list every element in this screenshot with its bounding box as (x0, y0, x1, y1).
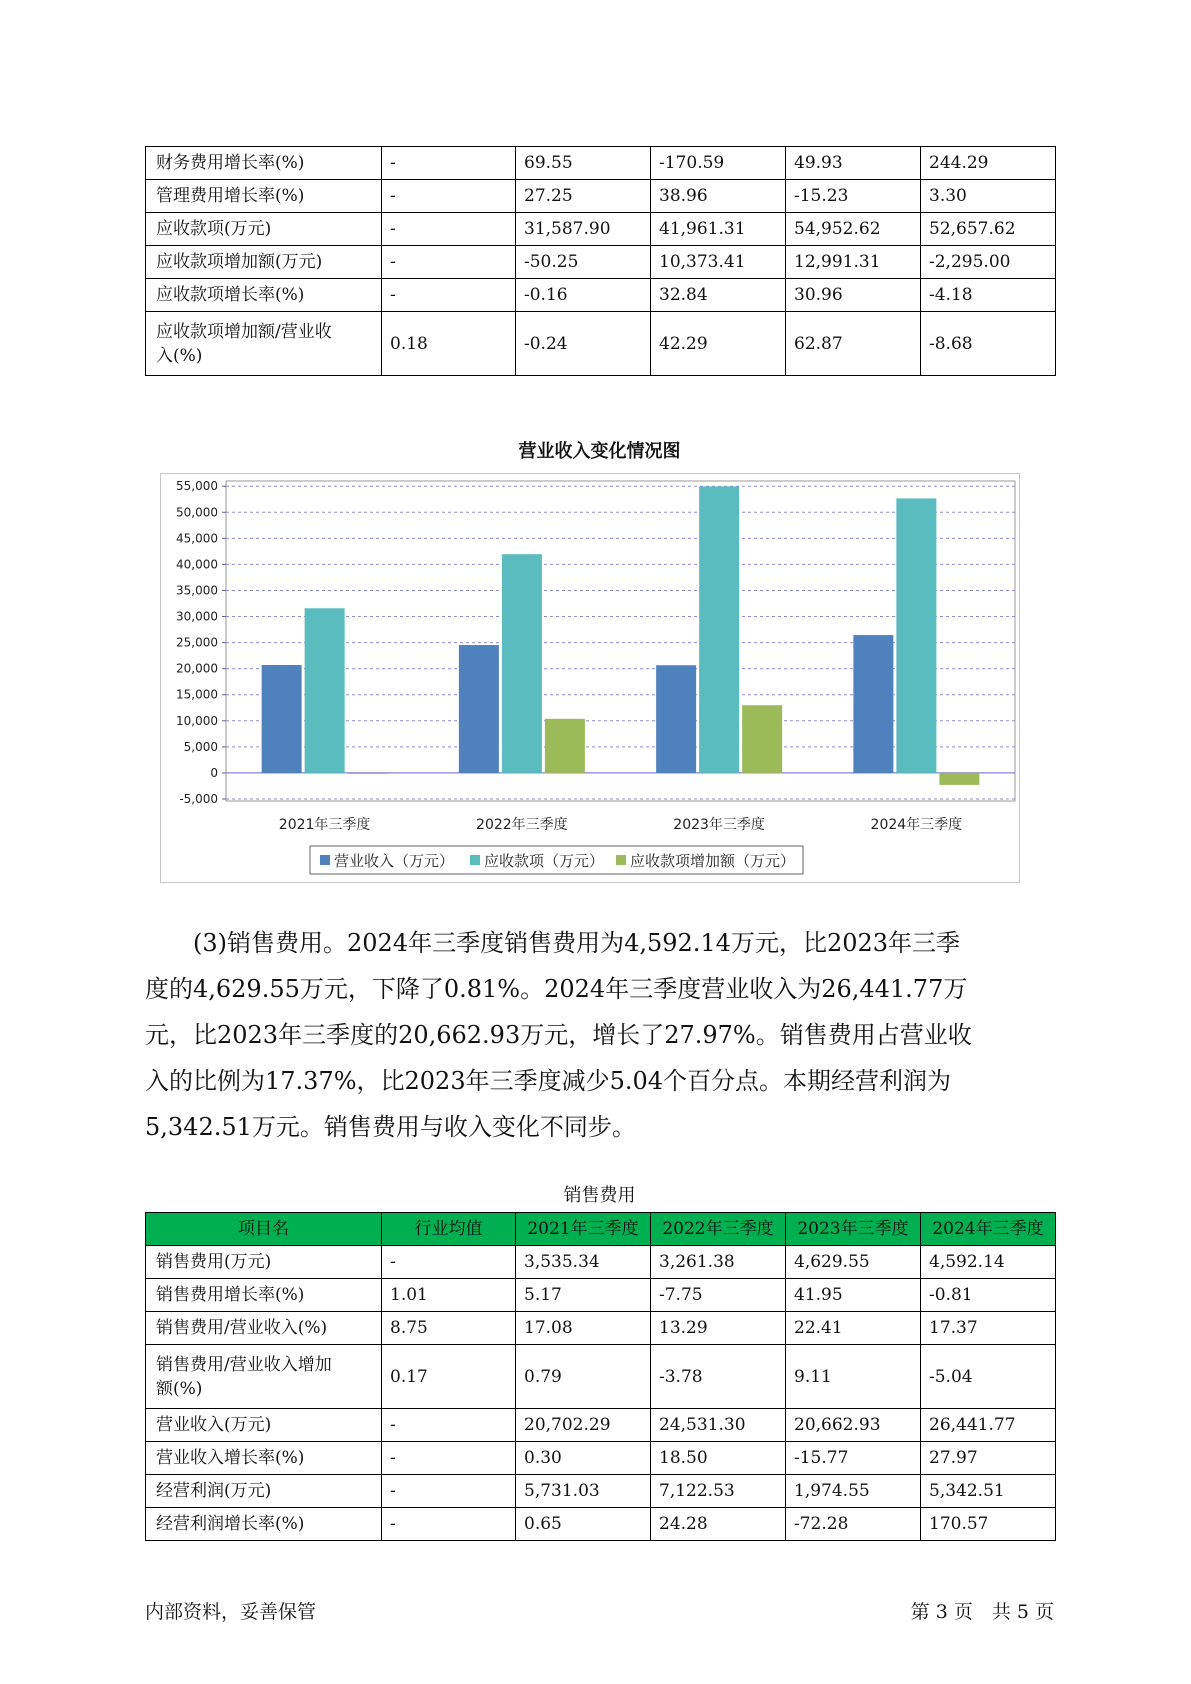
table-cell: 20,702.29 (516, 1409, 651, 1442)
bar (699, 486, 739, 772)
row-label: 经营利润(万元) (146, 1475, 382, 1508)
row-label-line: 入(%) (156, 345, 203, 366)
table-cell: - (382, 1475, 516, 1508)
footer-page-number: 第 3 页 共 5 页 (910, 1601, 1054, 1623)
table-cell: 4,592.14 (921, 1246, 1056, 1279)
row-label: 应收款项(万元) (146, 213, 382, 246)
row-label: 财务费用增长率(%) (146, 147, 382, 180)
column-header: 行业均值 (382, 1213, 516, 1246)
table-cell: 69.55 (516, 147, 651, 180)
row-label: 应收款项增长率(%) (146, 279, 382, 312)
table-cell: 24,531.30 (651, 1409, 786, 1442)
y-tick-label: 35,000 (176, 583, 218, 598)
table-cell: -50.25 (516, 246, 651, 279)
bar (656, 665, 696, 773)
y-tick-label: 40,000 (176, 557, 218, 572)
table-cell: - (382, 1508, 516, 1541)
table-cell: 22.41 (786, 1312, 921, 1345)
row-label: 销售费用增长率(%) (146, 1279, 382, 1312)
table-row (146, 180, 1056, 213)
x-tick-label: 2024年三季度 (870, 817, 963, 833)
legend-swatch (616, 855, 626, 865)
table-cell: 42.29 (651, 312, 786, 376)
bar (262, 665, 302, 773)
sales-expense-table (145, 1212, 1056, 1541)
table-cell: - (382, 213, 516, 246)
table-row (146, 279, 1056, 312)
table-cell: -0.24 (516, 312, 651, 376)
row-label-line: 销售费用/营业收入增加 (156, 1354, 332, 1375)
y-tick-label: 45,000 (176, 531, 218, 546)
row-label: 销售费用/营业收入(%) (146, 1312, 382, 1345)
table-cell: 8.75 (382, 1312, 516, 1345)
bar (502, 554, 542, 773)
table-cell: -15.23 (786, 180, 921, 213)
paragraph-line: 元，比2023年三季度的20,662.93万元，增长了27.97%。销售费用占营业收 (145, 1021, 972, 1049)
table-cell: -5.04 (921, 1345, 1056, 1409)
column-header: 2021年三季度 (516, 1213, 651, 1246)
table-row (146, 312, 1056, 376)
table-row (146, 1508, 1056, 1541)
table-cell: - (382, 180, 516, 213)
bar (939, 773, 979, 785)
x-tick-label: 2021年三季度 (278, 817, 371, 833)
y-tick-label: 30,000 (176, 609, 218, 624)
y-tick-label: 50,000 (176, 505, 218, 520)
table-cell: 32.84 (651, 279, 786, 312)
table-row (146, 1246, 1056, 1279)
table-cell: 5.17 (516, 1279, 651, 1312)
table-cell: 7,122.53 (651, 1475, 786, 1508)
table-cell: - (382, 1409, 516, 1442)
table-cell: 0.18 (382, 312, 516, 376)
table-row (146, 1312, 1056, 1345)
table-cell: 30.96 (786, 279, 921, 312)
table-cell: 10,373.41 (651, 246, 786, 279)
table-cell: 5,731.03 (516, 1475, 651, 1508)
table-cell: 18.50 (651, 1442, 786, 1475)
y-tick-label: 25,000 (176, 635, 218, 650)
table-cell: -4.18 (921, 279, 1056, 312)
table-cell: -72.28 (786, 1508, 921, 1541)
table-cell: -7.75 (651, 1279, 786, 1312)
table-cell: -8.68 (921, 312, 1056, 376)
table-cell: -2,295.00 (921, 246, 1056, 279)
table-cell: 38.96 (651, 180, 786, 213)
table-header-row (146, 1213, 1056, 1246)
table-cell: 5,342.51 (921, 1475, 1056, 1508)
table-cell: 41.95 (786, 1279, 921, 1312)
table-row (146, 246, 1056, 279)
legend-label: 应收款项（万元） (484, 852, 605, 870)
table-cell: 20,662.93 (786, 1409, 921, 1442)
table-cell: 1.01 (382, 1279, 516, 1312)
table-cell: 13.29 (651, 1312, 786, 1345)
y-tick-label: 55,000 (176, 479, 218, 494)
paragraph-line: 度的4,629.55万元，下降了0.81%。2024年三季度营业收入为26,441.77万 (145, 975, 968, 1003)
table-cell: 4,629.55 (786, 1246, 921, 1279)
y-tick-label: 15,000 (176, 687, 218, 702)
y-tick-label: 20,000 (176, 661, 218, 676)
table-cell: 0.30 (516, 1442, 651, 1475)
x-tick-label: 2023年三季度 (673, 817, 765, 833)
table-row (146, 1409, 1056, 1442)
table-cell: - (382, 279, 516, 312)
sales-expense-paragraph (145, 920, 1060, 1150)
table-cell: - (382, 147, 516, 180)
table-caption: 销售费用 (563, 1185, 636, 1206)
table-cell: 244.29 (921, 147, 1056, 180)
legend-label: 应收款项增加额（万元） (630, 852, 796, 870)
table-row (146, 147, 1056, 180)
bar (305, 608, 345, 773)
table-cell: - (382, 1246, 516, 1279)
table-cell: 170.57 (921, 1508, 1056, 1541)
y-tick-label: 0 (210, 765, 218, 780)
row-label-line: 额(%) (156, 1378, 203, 1399)
y-tick-label: -5,000 (179, 792, 218, 806)
revenue-bar-chart (160, 473, 1020, 883)
row-label-line: 应收款项增加额/营业收 (156, 321, 332, 342)
column-header: 项目名 (146, 1213, 382, 1246)
y-tick-label: 5,000 (183, 739, 218, 754)
table-row (146, 213, 1056, 246)
table-cell: 0.65 (516, 1508, 651, 1541)
table-cell: -0.16 (516, 279, 651, 312)
table-row (146, 1442, 1056, 1475)
table-row (146, 1475, 1056, 1508)
legend-swatch (470, 855, 480, 865)
table-cell: 52,657.62 (921, 213, 1056, 246)
table-cell: 0.79 (516, 1345, 651, 1409)
legend-label: 营业收入（万元） (334, 852, 455, 870)
row-label (146, 312, 382, 376)
bar (545, 719, 585, 773)
column-header: 2023年三季度 (786, 1213, 921, 1246)
paragraph-line: 入的比例为17.37%，比2023年三季度减少5.04个百分点。本期经营利润为 (145, 1067, 952, 1095)
table-cell: 62.87 (786, 312, 921, 376)
table-cell: 17.08 (516, 1312, 651, 1345)
bar (896, 498, 936, 773)
column-header: 2022年三季度 (651, 1213, 786, 1246)
paragraph-line: (3)销售费用。2024年三季度销售费用为4,592.14万元，比2023年三季 (193, 929, 961, 957)
table-cell: -3.78 (651, 1345, 786, 1409)
chart-legend (310, 846, 803, 874)
table-cell: - (382, 1442, 516, 1475)
paragraph-line: 5,342.51万元。销售费用与收入变化不同步。 (145, 1113, 636, 1141)
table-cell: -0.81 (921, 1279, 1056, 1312)
x-tick-label: 2022年三季度 (476, 817, 568, 833)
table-row (146, 1345, 1056, 1409)
row-label: 营业收入增长率(%) (146, 1442, 382, 1475)
table-cell: 26,441.77 (921, 1409, 1056, 1442)
y-tick-label: 10,000 (176, 713, 218, 728)
table-cell: 3.30 (921, 180, 1056, 213)
table-cell: 3,261.38 (651, 1246, 786, 1279)
row-label: 管理费用增长率(%) (146, 180, 382, 213)
table-cell: 24.28 (651, 1508, 786, 1541)
table-cell: - (382, 246, 516, 279)
bar (459, 645, 499, 773)
table-cell: 49.93 (786, 147, 921, 180)
table-cell: 54,952.62 (786, 213, 921, 246)
column-header: 2024年三季度 (921, 1213, 1056, 1246)
table-cell: 17.37 (921, 1312, 1056, 1345)
row-label (146, 1345, 382, 1409)
table-cell: 12,991.31 (786, 246, 921, 279)
row-label: 销售费用(万元) (146, 1246, 382, 1279)
bar (348, 773, 388, 774)
table-cell: 9.11 (786, 1345, 921, 1409)
table-cell: 3,535.34 (516, 1246, 651, 1279)
table-cell: -170.59 (651, 147, 786, 180)
bar (853, 635, 893, 773)
table-cell: 27.25 (516, 180, 651, 213)
table-cell: 0.17 (382, 1345, 516, 1409)
legend-swatch (320, 855, 330, 865)
table-cell: -15.77 (786, 1442, 921, 1475)
footer-confidential-note: 内部资料，妥善保管 (145, 1601, 317, 1623)
table-cell: 41,961.31 (651, 213, 786, 246)
row-label: 应收款项增加额(万元) (146, 246, 382, 279)
table-cell: 1,974.55 (786, 1475, 921, 1508)
chart-title: 营业收入变化情况图 (518, 441, 681, 462)
bar (742, 705, 782, 773)
table-row (146, 1279, 1056, 1312)
table-cell: 31,587.90 (516, 213, 651, 246)
row-label: 营业收入(万元) (146, 1409, 382, 1442)
financial-growth-table (145, 146, 1056, 376)
row-label: 经营利润增长率(%) (146, 1508, 382, 1541)
table-cell: 27.97 (921, 1442, 1056, 1475)
